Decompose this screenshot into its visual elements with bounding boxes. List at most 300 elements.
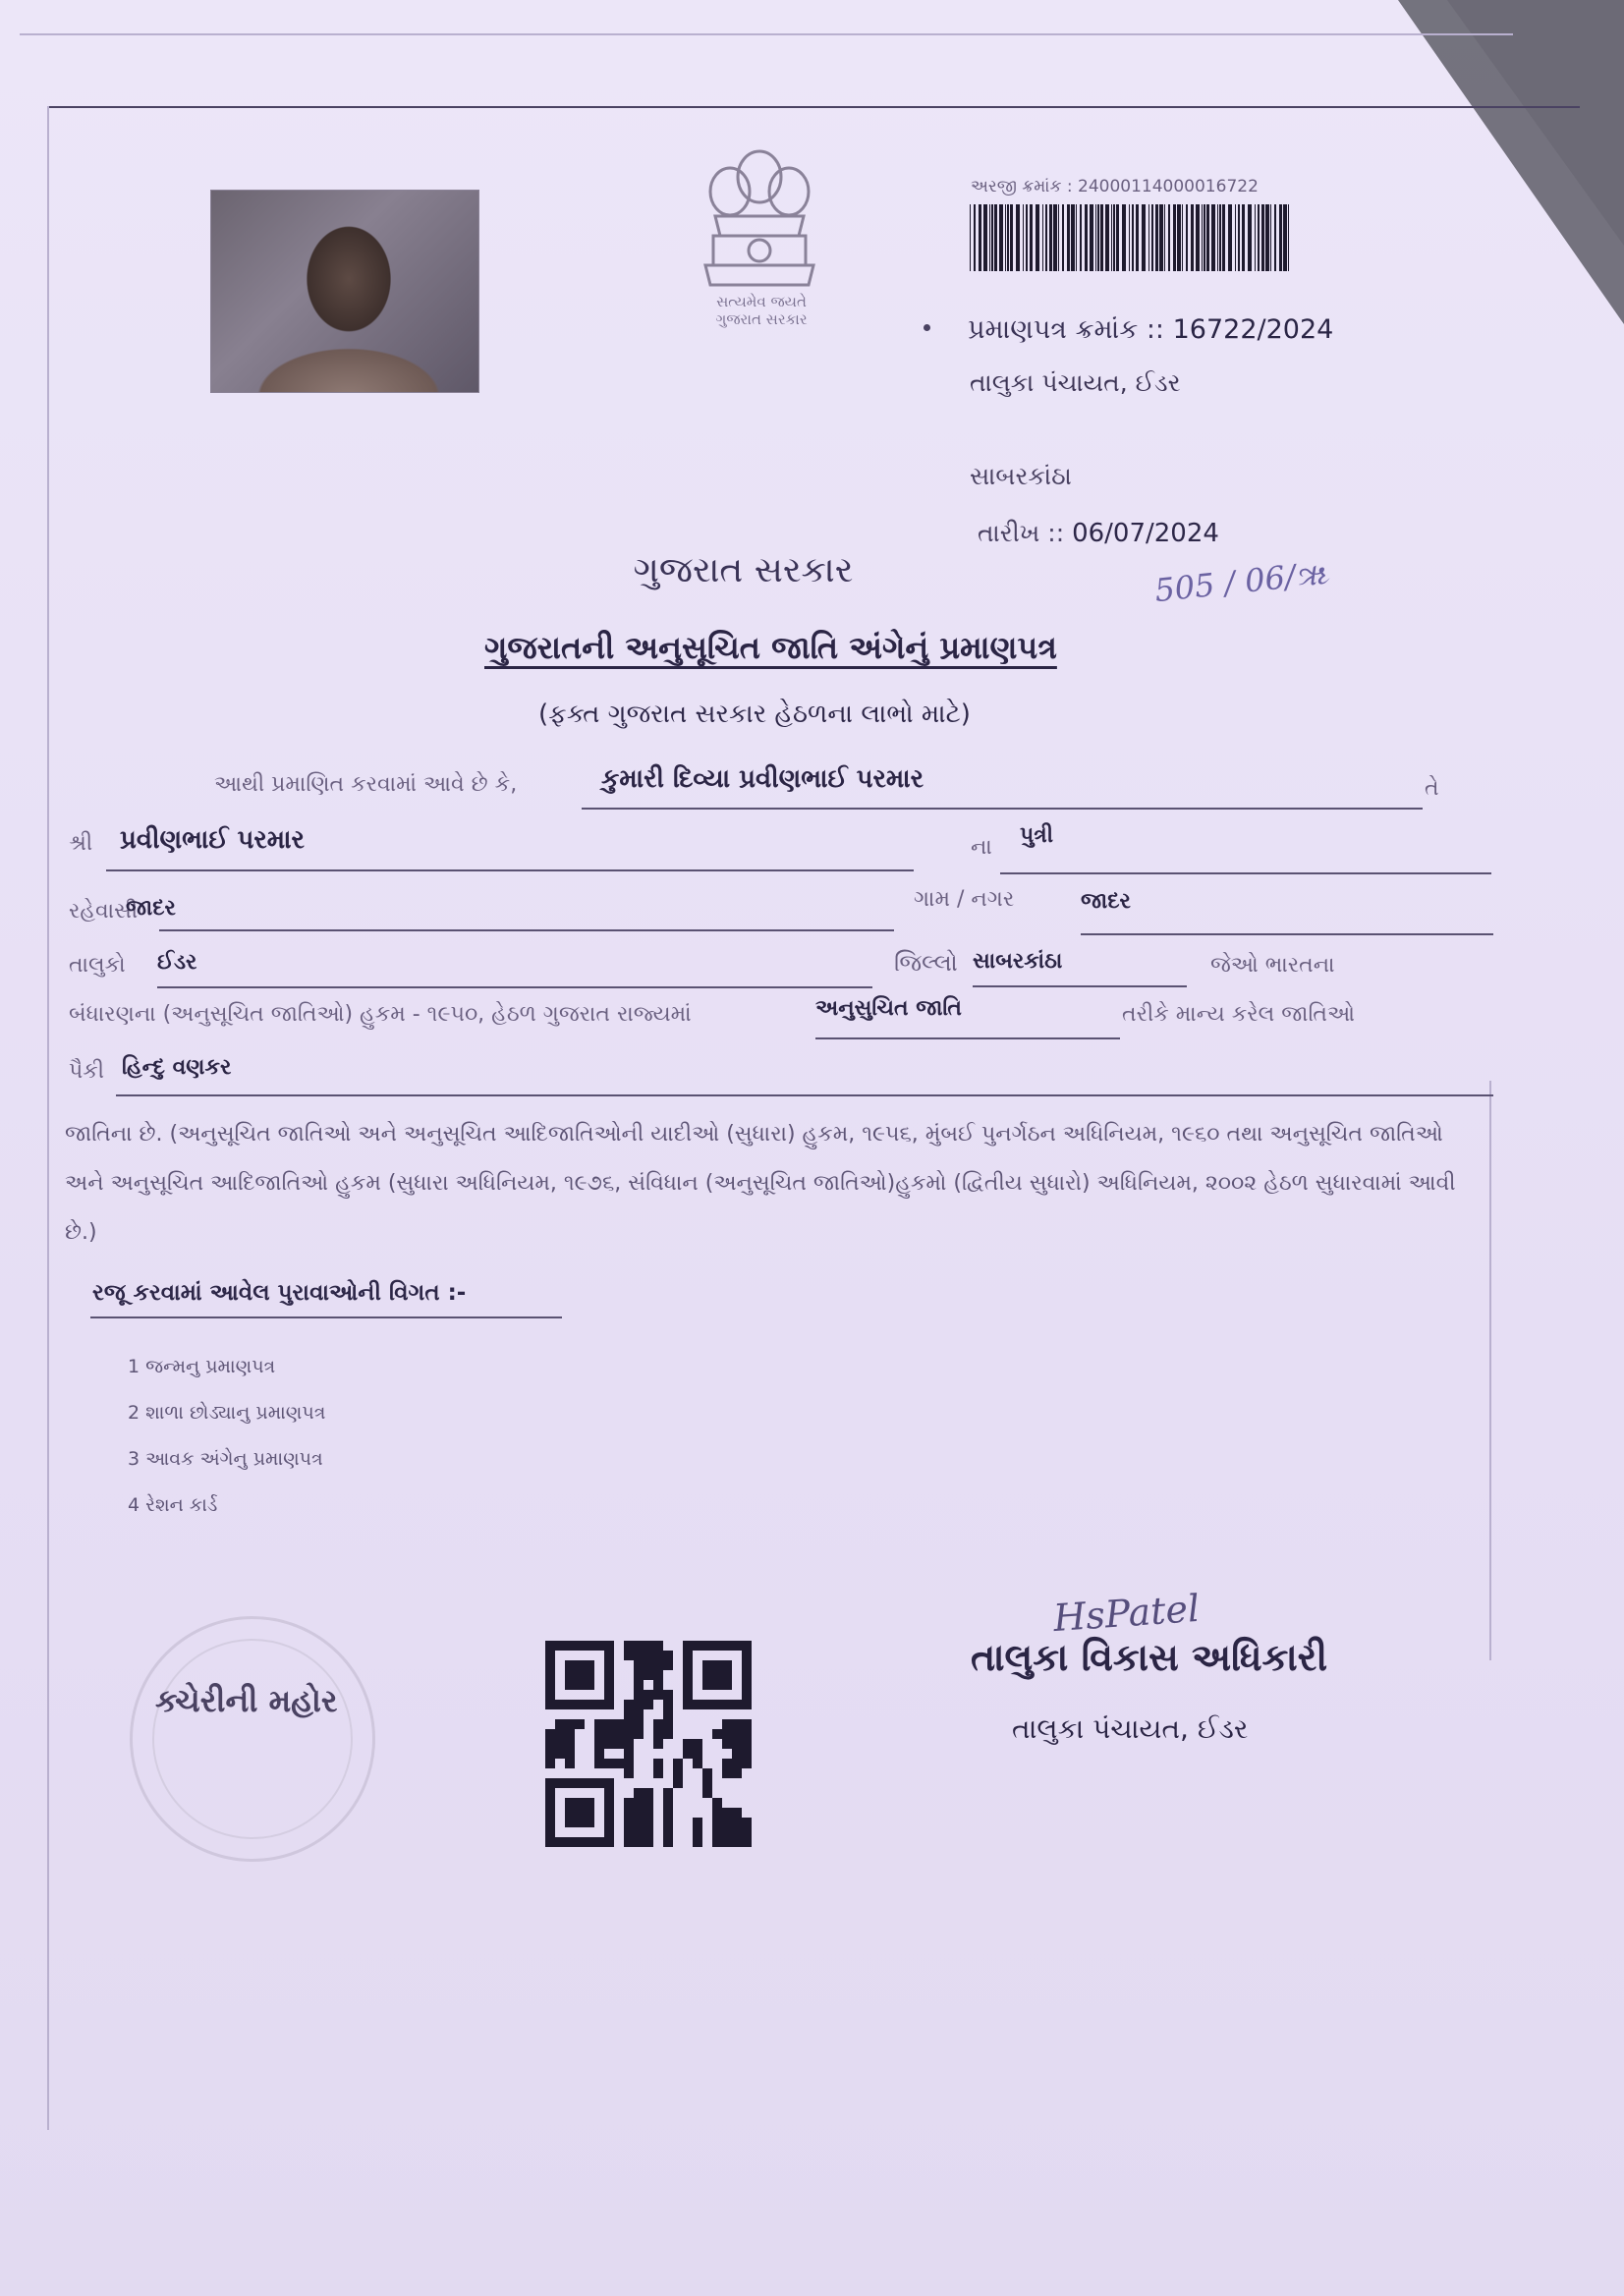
qr-cell: [545, 1749, 555, 1759]
qr-cell: [565, 1729, 575, 1739]
issue-date-label: તારીખ ::: [978, 519, 1065, 547]
barcode-bar: [1168, 204, 1170, 271]
qr-cell: [634, 1700, 644, 1709]
certify-text: આથી પ્રમાણિત કરવામાં આવે છે કે,: [214, 772, 518, 797]
order-text: બંધારણના (અનુસૂચિત જાતિઓ) હુકમ - ૧૯૫૦, હેઠળ ગુજરાત રાજ્યમાં: [69, 1002, 692, 1027]
qr-cell: [742, 1729, 752, 1739]
qr-cell: [575, 1670, 585, 1680]
qr-cell: [604, 1759, 614, 1768]
qr-cell: [594, 1778, 604, 1788]
qr-cell: [565, 1739, 575, 1749]
barcode-bar: [1113, 204, 1115, 271]
qr-cell: [585, 1660, 594, 1670]
certificate-title: ગુજરાતની અનુસૂચિત જાતિ અંગેનું પ્રમાણપત્ર: [484, 629, 1057, 666]
qr-cell: [575, 1837, 585, 1847]
qr-cell: [683, 1660, 693, 1670]
barcode-bar: [1105, 204, 1109, 271]
qr-cell: [722, 1660, 732, 1670]
qr-cell: [742, 1837, 752, 1847]
qr-cell: [712, 1798, 722, 1808]
village-label: ગામ / નગર: [914, 887, 1015, 912]
qr-cell: [742, 1719, 752, 1729]
taluka-value: ઈડર: [157, 950, 197, 975]
qr-cell: [732, 1837, 742, 1847]
qr-cell: [663, 1827, 673, 1837]
evidence-list: [128, 1344, 325, 1529]
qr-cell: [624, 1749, 634, 1759]
qr-cell: [585, 1798, 594, 1808]
qr-cell: [693, 1749, 702, 1759]
officer-title: તાલુકા વિકાસ અધિકારી: [971, 1636, 1328, 1679]
bullet-dot: [924, 324, 930, 331]
barcode-bar: [1164, 204, 1165, 271]
qr-cell: [742, 1739, 752, 1749]
qr-cell: [742, 1680, 752, 1690]
qr-cell: [634, 1788, 644, 1798]
qr-cell: [683, 1651, 693, 1660]
qr-cell: [663, 1808, 673, 1818]
barcode-bar: [1036, 204, 1039, 271]
qr-cell: [575, 1808, 585, 1818]
qr-cell: [594, 1719, 604, 1729]
qr-cell: [634, 1837, 644, 1847]
barcode-bar: [1248, 204, 1252, 271]
qr-cell: [663, 1719, 673, 1729]
qr-cell: [742, 1700, 752, 1709]
qr-cell: [555, 1641, 565, 1651]
page-fold: [1398, 0, 1624, 324]
barcode-bar: [1235, 204, 1236, 271]
relation-underline: [1000, 872, 1491, 874]
qr-cell: [614, 1729, 624, 1739]
office-seal-label: ક્ચેરીની મહોર: [155, 1682, 338, 1719]
qr-cell: [624, 1729, 634, 1739]
qr-cell: [634, 1680, 644, 1690]
qr-cell: [604, 1651, 614, 1660]
barcode-bar: [1071, 204, 1075, 271]
qr-cell: [693, 1700, 702, 1709]
resident-value: જાદર: [126, 896, 176, 921]
qr-cell: [742, 1690, 752, 1700]
qr-cell: [565, 1719, 575, 1729]
barcode-bar: [1222, 204, 1225, 271]
barcode-bar: [1111, 204, 1112, 271]
qr-cell: [683, 1700, 693, 1709]
qr-cell: [663, 1651, 673, 1660]
qr-cell: [604, 1660, 614, 1670]
applicant-name: કુમારી દિવ્યા પ્રવીણભાઈ પરમાર: [601, 764, 924, 794]
qr-cell: [742, 1749, 752, 1759]
barcode-bar: [1007, 204, 1009, 271]
qr-cell: [653, 1660, 663, 1670]
qr-cell: [712, 1700, 722, 1709]
qr-cell: [545, 1690, 555, 1700]
qr-cell: [702, 1700, 712, 1709]
issue-date: [978, 519, 1219, 548]
qr-cell: [722, 1818, 732, 1827]
qr-cell: [683, 1749, 693, 1759]
father-name: પ્રવીણભાઈ પરમાર: [120, 825, 305, 855]
qr-cell: [545, 1660, 555, 1670]
qr-cell: [585, 1808, 594, 1818]
qr-cell: [653, 1651, 663, 1660]
qr-cell: [663, 1690, 673, 1700]
qr-cell: [604, 1788, 614, 1798]
qr-cell: [722, 1680, 732, 1690]
qr-cell: [575, 1818, 585, 1827]
issuing-office: તાલુકા પંચાયત, ઈડર: [970, 368, 1181, 397]
resident-label: રહેવાસી: [69, 899, 139, 924]
qr-cell: [644, 1641, 653, 1651]
qr-cell: [742, 1827, 752, 1837]
barcode-bar: [1030, 204, 1033, 271]
qr-cell: [683, 1739, 693, 1749]
qr-cell: [545, 1788, 555, 1798]
qr-cell: [594, 1729, 604, 1739]
evidence-item: 4 રેશન કાર્ડ: [128, 1494, 218, 1516]
qr-cell: [742, 1818, 752, 1827]
barcode-bar: [1010, 204, 1013, 271]
qr-cell: [545, 1827, 555, 1837]
barcode-bar: [1217, 204, 1218, 271]
qr-cell: [644, 1798, 653, 1808]
qr-cell: [555, 1729, 565, 1739]
issuing-district: સાબરકાંઠા: [970, 462, 1072, 490]
qr-cell: [722, 1719, 732, 1729]
barcode-bar: [1265, 204, 1269, 271]
qr-cell: [545, 1837, 555, 1847]
qr-cell: [565, 1641, 575, 1651]
barcode-bar: [1204, 204, 1205, 271]
qr-cell: [555, 1837, 565, 1847]
qr-cell: [565, 1700, 575, 1709]
qr-cell: [742, 1641, 752, 1651]
barcode-bar: [1097, 204, 1099, 271]
qr-cell: [653, 1719, 663, 1729]
qr-cell: [693, 1641, 702, 1651]
india-text: જેઓ ભારતના: [1210, 953, 1335, 978]
qr-cell: [565, 1749, 575, 1759]
barcode-bar: [1151, 204, 1153, 271]
qr-cell: [594, 1739, 604, 1749]
qr-cell: [565, 1759, 575, 1768]
barcode-bar: [1238, 204, 1240, 271]
barcode-bar: [1067, 204, 1070, 271]
qr-cell: [663, 1709, 673, 1719]
barcode-bar: [1173, 204, 1176, 271]
office-stamp-inner: [152, 1639, 353, 1839]
qr-cell: [604, 1690, 614, 1700]
qr-cell: [545, 1680, 555, 1690]
qr-cell: [653, 1759, 663, 1768]
barcode-bar: [989, 204, 990, 271]
qr-cell: [683, 1670, 693, 1680]
qr-cell: [732, 1641, 742, 1651]
qr-cell: [545, 1798, 555, 1808]
qr-cell: [732, 1808, 742, 1818]
qr-cell: [693, 1739, 702, 1749]
qr-cell: [545, 1641, 555, 1651]
qr-cell: [575, 1719, 585, 1729]
qr-cell: [614, 1739, 624, 1749]
barcode-bar: [1242, 204, 1245, 271]
certificate-subtitle: (ફક્ત ગુજરાત સરકાર હેઠળના લાભો માટે): [538, 700, 971, 729]
barcode-bar: [983, 204, 987, 271]
qr-cell: [545, 1700, 555, 1709]
qr-cell: [732, 1719, 742, 1729]
qr-cell: [555, 1719, 565, 1729]
qr-cell: [644, 1690, 653, 1700]
barcode-bar: [1196, 204, 1200, 271]
qr-cell: [732, 1818, 742, 1827]
qr-cell: [644, 1651, 653, 1660]
barcode-bar: [1016, 204, 1020, 271]
qr-cell: [702, 1788, 712, 1798]
qr-cell: [604, 1670, 614, 1680]
qr-cell: [722, 1729, 732, 1739]
barcode-bar: [1042, 204, 1043, 271]
qr-cell: [644, 1700, 653, 1709]
qr-cell: [702, 1680, 712, 1690]
qr-cell: [604, 1739, 614, 1749]
qr-cell: [634, 1690, 644, 1700]
barcode-bar: [1049, 204, 1052, 271]
qr-cell: [604, 1719, 614, 1729]
qr-cell: [624, 1837, 634, 1847]
barcode-bar: [1186, 204, 1188, 271]
qr-cell: [575, 1778, 585, 1788]
qr-cell: [585, 1700, 594, 1709]
qr-cell: [653, 1641, 663, 1651]
qr-cell: [693, 1827, 702, 1837]
qr-cell: [575, 1641, 585, 1651]
qr-cell: [742, 1660, 752, 1670]
qr-cell: [722, 1808, 732, 1818]
qr-cell: [644, 1827, 653, 1837]
qr-cell: [732, 1759, 742, 1768]
applicant-name-underline: [582, 808, 1423, 810]
qr-cell: [644, 1788, 653, 1798]
qr-cell: [555, 1778, 565, 1788]
barcode-bar: [1076, 204, 1077, 271]
qr-cell: [732, 1827, 742, 1837]
qr-cell: [624, 1827, 634, 1837]
qr-cell: [673, 1759, 683, 1768]
barcode-bar: [1023, 204, 1024, 271]
certificate-number: [968, 314, 1333, 346]
barcode-bar: [1095, 204, 1096, 271]
na-text: ના: [971, 835, 992, 860]
qr-cell: [604, 1798, 614, 1808]
barcode-bar: [1283, 204, 1287, 271]
father-name-underline: [106, 869, 914, 871]
qr-cell: [722, 1739, 732, 1749]
qr-cell: [653, 1680, 663, 1690]
barcode-bar: [1080, 204, 1082, 271]
taluka-label: તાલુકો: [69, 953, 126, 978]
category-value: અનુસુચિત જાતિ: [815, 996, 962, 1021]
qr-cell: [634, 1818, 644, 1827]
barcode-bar: [1058, 204, 1059, 271]
emblem-caption: [648, 293, 874, 328]
qr-cell: [604, 1729, 614, 1739]
frame-top-rule: [47, 106, 1580, 108]
qr-cell: [722, 1759, 732, 1768]
barcode-bar: [970, 204, 971, 271]
qr-cell: [555, 1739, 565, 1749]
qr-cell: [634, 1670, 644, 1680]
district-label: જિલ્લો: [894, 949, 958, 977]
qr-cell: [624, 1818, 634, 1827]
office-stamp: [130, 1616, 375, 1862]
qr-cell: [683, 1641, 693, 1651]
qr-cell: [634, 1798, 644, 1808]
barcode-bar: [1258, 204, 1260, 271]
qr-cell: [732, 1729, 742, 1739]
qr-cell: [594, 1837, 604, 1847]
barcode-bar: [1085, 204, 1088, 271]
qr-cell: [565, 1778, 575, 1788]
qr-cell: [653, 1690, 663, 1700]
qr-cell: [545, 1651, 555, 1660]
taluka-underline: [157, 986, 872, 988]
qr-cell: [565, 1808, 575, 1818]
qr-cell: [604, 1700, 614, 1709]
qr-cell: [624, 1798, 634, 1808]
barcode-bar: [1116, 204, 1119, 271]
caste-value: હિન્દુ વણકર: [122, 1055, 232, 1080]
qr-cell: [702, 1660, 712, 1670]
qr-cell: [575, 1798, 585, 1808]
qr-cell: [545, 1739, 555, 1749]
qr-cell: [634, 1827, 644, 1837]
qr-cell: [693, 1837, 702, 1847]
qr-cell: [702, 1641, 712, 1651]
barcode-bar: [1155, 204, 1158, 271]
barcode-bar: [1202, 204, 1203, 271]
qr-cell: [565, 1670, 575, 1680]
qr-cell: [614, 1719, 624, 1729]
applicant-photo: [210, 190, 479, 393]
qr-cell: [634, 1651, 644, 1660]
qr-cell: [663, 1798, 673, 1808]
qr-cell: [594, 1759, 604, 1768]
qr-cell: [663, 1837, 673, 1847]
qr-cell: [634, 1719, 644, 1729]
qr-cell: [624, 1709, 634, 1719]
barcode-bar: [979, 204, 981, 271]
qr-cell: [545, 1778, 555, 1788]
qr-cell: [604, 1818, 614, 1827]
qr-cell: [742, 1651, 752, 1660]
qr-cell: [634, 1709, 644, 1719]
among-label: પૈકી: [69, 1059, 105, 1084]
qr-cell: [712, 1660, 722, 1670]
barcode-bar: [1090, 204, 1093, 271]
government-heading-text: ગુજરાત સરકાર: [633, 550, 854, 590]
qr-cell: [663, 1660, 673, 1670]
barcode-bar: [1255, 204, 1256, 271]
evidence-item: 1 જન્મનુ પ્રમાણપત્ર: [128, 1356, 276, 1377]
qr-cell: [693, 1818, 702, 1827]
qr-cell: [634, 1808, 644, 1818]
qr-cell: [712, 1827, 722, 1837]
qr-cell: [585, 1641, 594, 1651]
barcode-bar: [999, 204, 1003, 271]
qr-cell: [634, 1729, 644, 1739]
relation: પુત્રી: [1020, 823, 1054, 848]
qr-code: [545, 1641, 752, 1847]
qr-cell: [545, 1670, 555, 1680]
barcode-bar: [1129, 204, 1130, 271]
qr-cell: [722, 1768, 732, 1778]
barcode-bar: [1026, 204, 1028, 271]
qr-cell: [565, 1837, 575, 1847]
qr-cell: [575, 1680, 585, 1690]
evidence-item: 3 આવક અંગેનુ પ્રમાણપત્ર: [128, 1448, 323, 1470]
caste-underline: [116, 1094, 1493, 1096]
qr-cell: [673, 1768, 683, 1778]
qr-cell: [663, 1729, 673, 1739]
barcode: [968, 204, 1297, 271]
officer-office: તાલુકા પંચાયત, ઈડર: [1012, 1712, 1249, 1745]
qr-cell: [565, 1798, 575, 1808]
application-number-label: અરજી ક્રમાંક: [971, 177, 1062, 196]
barcode-bar: [1228, 204, 1232, 271]
qr-cell: [624, 1739, 634, 1749]
qr-cell: [663, 1818, 673, 1827]
evidence-title-underline: [90, 1316, 562, 1318]
qr-cell: [545, 1729, 555, 1739]
qr-cell: [565, 1680, 575, 1690]
frame-right-rule: [1489, 1081, 1491, 1660]
qr-cell: [575, 1660, 585, 1670]
qr-cell: [702, 1778, 712, 1788]
barcode-bar: [1211, 204, 1215, 271]
qr-cell: [653, 1729, 663, 1739]
barcode-bar: [1261, 204, 1264, 271]
certificate-number-value: 16722/2024: [1172, 314, 1334, 345]
qr-cell: [555, 1749, 565, 1759]
te-text: તે: [1425, 776, 1439, 801]
qr-cell: [712, 1641, 722, 1651]
barcode-bar: [1177, 204, 1181, 271]
barcode-bar: [1219, 204, 1221, 271]
resident-underline: [159, 929, 894, 931]
qr-cell: [742, 1759, 752, 1768]
barcode-bar: [1005, 204, 1006, 271]
qr-cell: [683, 1690, 693, 1700]
qr-cell: [683, 1680, 693, 1690]
qr-cell: [712, 1837, 722, 1847]
barcode-bar: [991, 204, 993, 271]
government-heading: [0, 550, 1624, 591]
qr-cell: [722, 1670, 732, 1680]
qr-cell: [634, 1660, 644, 1670]
qr-cell: [644, 1670, 653, 1680]
barcode-bar: [1132, 204, 1134, 271]
shri-text: શ્રી: [69, 831, 93, 856]
qr-cell: [653, 1670, 663, 1680]
qr-cell: [555, 1700, 565, 1709]
qr-cell: [722, 1827, 732, 1837]
barcode-bar: [1142, 204, 1146, 271]
qr-cell: [663, 1788, 673, 1798]
qr-cell: [604, 1778, 614, 1788]
qr-cell: [644, 1818, 653, 1827]
barcode-bar: [1288, 204, 1289, 271]
qr-cell: [545, 1808, 555, 1818]
